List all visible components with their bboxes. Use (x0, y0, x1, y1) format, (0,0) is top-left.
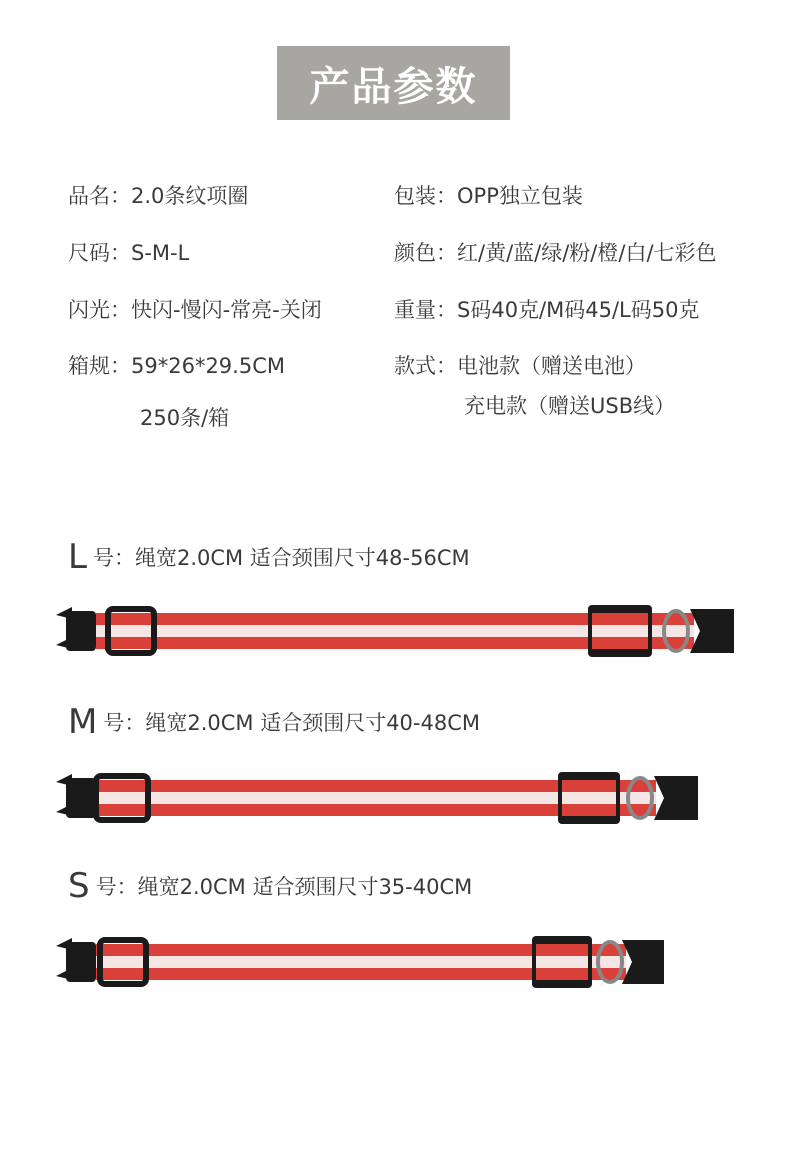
collar-m-drawing (56, 772, 698, 824)
spec-box-label: 箱规： (68, 354, 131, 378)
spec-flash: 闪光：快闪-慢闪-常亮-关闭 (68, 298, 322, 322)
size-letter-l: L (68, 537, 87, 577)
size-label-m (68, 702, 480, 742)
spec-weight: 重量：S码40克/M码45/L码50克 (394, 298, 700, 322)
spec-style-label: 款式： (394, 354, 457, 378)
size-desc-l: 号：绳宽2.0CM 适合颈围尺寸48-56CM (92, 546, 470, 570)
spec-style-2: 充电款（赠送USB线） (464, 394, 676, 418)
spec-pack: 包装：OPP独立包装 (394, 184, 583, 208)
collar-image-l (0, 595, 790, 667)
spec-color: 颜色：红/黄/蓝/绿/粉/橙/白/七彩色 (394, 241, 717, 265)
size-desc-s: 号：绳宽2.0CM 适合颈围尺寸35-40CM (95, 875, 473, 899)
spec-style-1: 电池款（赠送电池） (457, 354, 646, 378)
spec-box-qty: 250条/箱 (140, 406, 230, 430)
spec-size: 尺码：S-M-L (68, 241, 190, 265)
size-desc-m: 号：绳宽2.0CM 适合颈围尺寸40-48CM (103, 711, 480, 735)
size-label-l (68, 537, 470, 577)
collar-s-drawing (56, 936, 664, 988)
spec-style (394, 350, 646, 380)
size-letter-s: S (68, 866, 90, 906)
collar-l-drawing (56, 605, 734, 657)
spec-name: 品名：2.0条纹项圈 (68, 184, 249, 208)
spec-box (68, 350, 285, 380)
size-label-s (68, 866, 472, 906)
spec-box-dim: 59*26*29.5CM (131, 354, 285, 378)
collar-image-m (0, 762, 790, 834)
collar-image-s (0, 926, 790, 998)
section-title: 产品参数 (277, 46, 510, 120)
size-letter-m: M (68, 702, 98, 742)
